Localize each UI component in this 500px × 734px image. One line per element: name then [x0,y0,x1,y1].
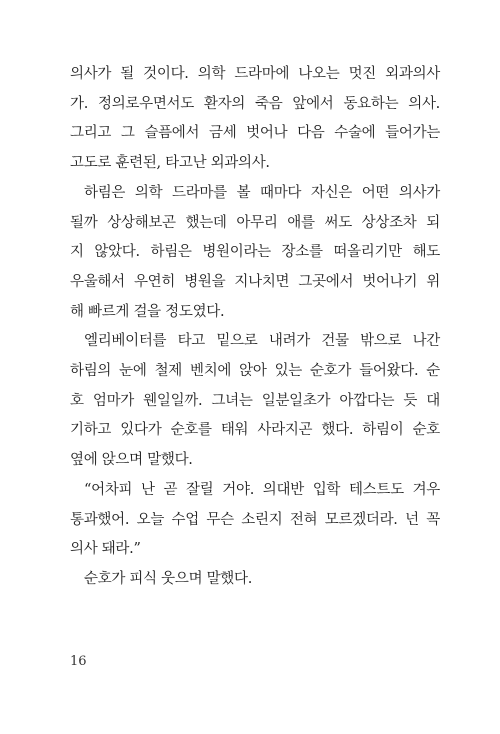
text-line-7: 지 않았다. 하림은 병원이라는 장소를 떠올리기만 해도 [70,244,440,261]
text-line-6: 될까 상상해보곤 했는데 아무리 애를 써도 상상조차 되 [70,214,440,231]
text-line-5: 하림은 의학 드라마를 볼 때마다 자신은 어떤 의사가 [84,184,440,201]
text-line-8: 우울해서 우연히 병원을 지나치면 그곳에서 벗어나기 위 [70,273,440,290]
text-line-13: 기하고 있다가 순호를 태워 사라지곤 했다. 하림이 순호 [70,422,440,439]
text-line-1: 의사가 될 것이다. 의학 드라마에 나오는 멋진 외과의사 [70,66,440,82]
text-line-9: 해 빠르게 걸을 정도였다. [70,303,225,320]
text-line-2: 가. 정의로우면서도 환자의 죽음 앞에서 동요하는 의사. [70,95,440,112]
text-line-11: 하림의 눈에 철제 벤치에 앉아 있는 순호가 들어왔다. 순 [70,363,440,380]
body-text [70,60,440,595]
text-line-16: 통과했어. 오늘 수업 무슨 소린지 전혀 모르겠더라. 넌 꼭 [70,511,440,528]
text-line-3: 그리고 그 슬픔에서 금세 벗어나 다음 수술에 들어가는 [70,125,440,142]
text-line-4: 고도로 훈련된, 타고난 외과의사. [70,155,270,172]
text-line-15: “어차피 난 곧 잘릴 거야. 의대반 입학 테스트도 겨우 [84,481,440,498]
text-line-17: 의사 돼라.” [70,541,141,558]
text-line-14: 옆에 앉으며 말했다. [70,452,193,469]
text-line-10: 엘리베이터를 타고 밑으로 내려가 건물 밖으로 나간 [84,333,440,350]
page-number: 16 [70,654,87,669]
text-line-12: 호 엄마가 웬일일까. 그녀는 일분일초가 아깝다는 듯 대 [70,392,440,409]
text-line-18: 순호가 피식 웃으며 말했다. [84,570,253,587]
